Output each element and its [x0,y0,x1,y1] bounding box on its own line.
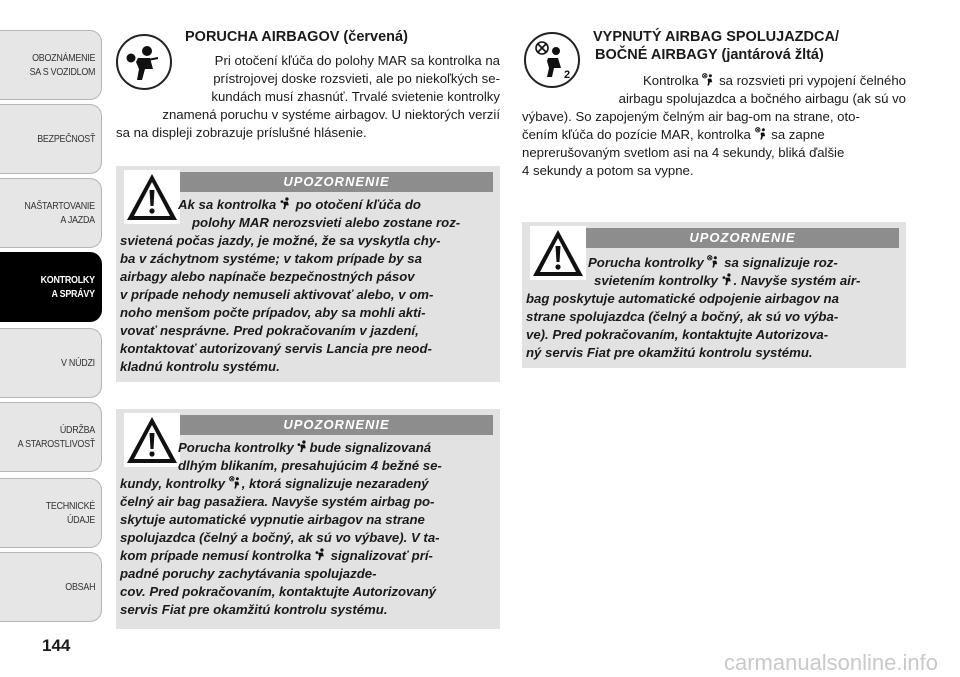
text-line: v prípade nehody nemuseli aktivovať alebo, v om- [120,287,434,302]
right-heading [593,28,913,64]
right-paragraph [522,72,906,180]
text-line: čelný air bag pasažiera. Navyše systém airbag po- [120,494,435,509]
watermark: carmanualsonline.info [723,650,938,675]
text-line: bag poskytuje automatické odpojenie airbagov na [526,291,839,306]
tab-label: NAŠTARTOVANIE A JAZDA [24,200,95,226]
text-line: ve). Pred pokračovaním, kontaktujte Autorizova- [526,327,829,342]
text-line: noho menšom počte prípadov, aby sa mohli akti- [120,305,426,320]
text-line: 4 sekundy a potom sa vypne. [522,163,694,178]
text-line: servis Fiat pre okamžitú kontrolu systému. [120,602,388,617]
airbag-failure-icon [722,273,734,286]
svg-text:2: 2 [564,69,571,81]
airbag-off-icon [702,73,715,86]
warning-label: UPOZORNENIE [180,172,493,192]
tab-label: KONTROLKY A SPRÁVY [40,274,95,300]
tab-kontrolky[interactable] [0,252,102,322]
airbag-off-icon [755,127,768,140]
text-line: polohy MAR nerozsvieti alebo zostane roz- [192,215,461,230]
text-line: kundách musí zhasnúť. Trvalé svietenie kontrolky [211,89,500,104]
tab-label: ÚDRŽBA A STAROSTLIVOSŤ [17,424,96,450]
text-line: Porucha kontrolky sa signalizuje roz- [588,255,838,270]
text-line: prístrojovej doske rozsvieti, ale po niekoľkých se- [213,71,500,86]
text-line: dlhým blikaním, presahujúcim 4 bežné se- [178,458,442,473]
text-line: Kontrolka sa rozsvieti pri vypojení čelného [643,73,906,88]
text-line: cov. Pred pokračovaním, kontaktujte Autorizovaný [120,584,437,599]
warning-text-2 [120,439,494,619]
text-line: strane spolujazdca (čelný a bočný, ak sú vo výba- [526,309,839,324]
text-line: výbave). So zapojeným čelným air bag-om na strane, oto- [522,109,860,124]
left-paragraph [116,52,500,142]
tab-nastartovanie[interactable] [0,178,102,248]
text-line: svietená počas jazdy, je možné, že sa vyskytla chy- [120,233,441,248]
warning-label: UPOZORNENIE [586,228,899,248]
text-line: kundy, kontrolky , ktorá signalizuje nezaradený [120,476,429,491]
warning-text-1 [120,196,494,376]
airbag-failure-icon [315,548,327,561]
text-line: znamená poruchu v systéme airbagov. U niektorých verzií [162,107,500,122]
text-line: skytuje automatické vypnutie airbagov na strane [120,512,425,527]
text-line: neprerušovaným svetlom asi na 4 sekundy, bliká ďalšie [522,145,845,160]
left-heading: PORUCHA AIRBAGOV (červená) [185,29,408,45]
airbag-off-icon [707,255,720,268]
text-line: kladnú kontrolu systému. [120,359,280,374]
tab-label: OBSAH [65,581,95,593]
text-line: kom prípade nemusí kontrolka signalizovať prí- [120,548,433,563]
warning-label: UPOZORNENIE [180,415,493,435]
text-line: Porucha kontrolky bude signalizovaná [178,440,432,455]
tab-label: OBOZNÁMENIE SA S VOZIDLOM [29,52,95,78]
text-line: BOČNÉ AIRBAGY (jantárová žltá) [595,47,824,63]
text-line: airbagu spolujazdca a bočného airbagu (ak sú vo [618,91,906,106]
text-line: ný servis Fiat pre okamžitú kontrolu systému. [526,345,813,360]
airbag-off-icon [229,476,242,489]
warning-text-3 [526,254,900,362]
tab-udrzba[interactable] [0,402,102,472]
tab-bezpecnost[interactable] [0,104,102,174]
tab-oboznamenie[interactable] [0,30,102,100]
tab-label: TECHNICKÉ ÚDAJE [45,500,95,526]
text-line: spolujazdca (čelný a bočný, ak sú vo výbave). V ta- [120,530,440,545]
tab-technicke-udaje[interactable] [0,478,102,548]
airbag-failure-icon [297,440,309,453]
tab-label: BEZPEČNOSŤ [37,133,95,145]
text-line: Pri otočení kľúča do polohy MAR sa kontrolka na [214,53,500,68]
text-line: padné poruchy zachytávania spolujazde- [120,566,377,581]
text-line: vovať nesprávne. Pred pokračovaním v jazdení, [120,323,419,338]
text-line: kontaktovať autorizovaný servis Lancia pre neod- [120,341,432,356]
tab-obsah[interactable] [0,552,102,622]
tab-v-nudzi[interactable] [0,328,102,398]
text-line: Ak sa kontrolka po otočení kľúča do [178,197,421,212]
text-line: svietením kontrolky . Navyše systém air- [594,273,861,288]
text-line: čením kľúča do pozície MAR, kontrolka sa zapne [522,127,825,142]
text-line: sa na displeji zobrazuje príslušné hlásenie. [116,125,367,140]
page-number: 144 [42,636,71,655]
tab-label: V NÚDZI [61,357,95,369]
text-line: VYPNUTÝ AIRBAG SPOLUJAZDCA/ [593,29,839,45]
airbag-failure-icon [280,197,292,210]
text-line: ba v záchytnom systéme; v takom prípade by sa [120,251,422,266]
text-line: airbagy alebo napínače bezpečnostných pásov [120,269,415,284]
